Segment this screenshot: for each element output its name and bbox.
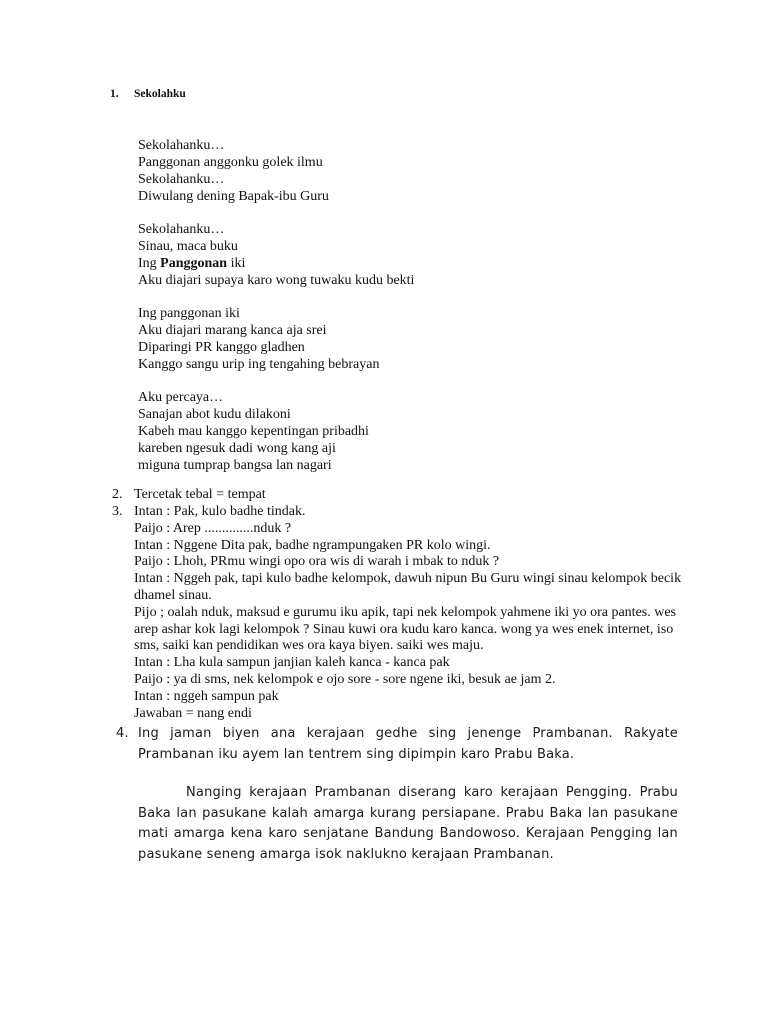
poem-line: Sanajan abot kudu dilakoni <box>138 407 291 422</box>
poem-stanza-2 <box>138 221 414 289</box>
poem-line: kareben ngesuk dadi wong kang aji <box>138 441 336 456</box>
section-1-number: 1. <box>110 88 119 100</box>
answer-line: Jawaban = nang endi <box>134 705 252 721</box>
section-2-text: Tercetak tebal = tempat <box>134 487 266 502</box>
dialogue-line: Paijo : Arep ..............nduk ? <box>134 520 292 536</box>
poem-line: Sekolahanku… <box>138 222 225 237</box>
section-4-paragraph-2: Nanging kerajaan Prambanan diserang karo kerajaan Pengging. Prabu Baka lan pasukane kalah amarga kurang persiapane. Prabu Baka lan pasukane mati amarga kena karo senjatane Bandung Bandowoso. Kerajaan Pengging lan pasukane seneng amarga isok naklukno kerajaan Prambanan. <box>138 785 678 862</box>
bold-suffix: iki <box>227 256 246 271</box>
poem-stanza-4 <box>138 389 414 474</box>
section-3-number: 3. <box>112 504 123 519</box>
poem-line: Aku diajari marang kanca aja srei <box>138 323 327 338</box>
poem-line: Sekolahanku… <box>138 172 225 187</box>
section-4-paragraph-1: Ing jaman biyen ana kerajaan gedhe sing jenenge Prambanan. Rakyate Prambanan iku ayem lan tentrem sing dipimpin karo Prabu Baka. <box>138 726 678 762</box>
section-3-dialogue <box>112 504 694 722</box>
dialogue-line: Pijo ; oalah nduk, maksud e gurumu iku apik, tapi nek kelompok yahmene iki yo ora pantes. wes arep ashar kok lagi kelompok ? Sinau kuwi ora kudu karo kanca. wong ya wes enek internet, iso sms, saiki kan pendidikan wes ora kaya biyen. saiki wes maju. <box>134 604 677 654</box>
section-2 <box>112 487 266 504</box>
dialogue-line: Intan : Lha kula sampun janjian kaleh kanca - kanca pak <box>134 655 450 671</box>
poem-line-with-bold <box>138 255 414 272</box>
dialogue-line: Paijo : Lhoh, PRmu wingi opo ora wis di warah i mbak to nduk ? <box>134 554 500 570</box>
poem-line: Aku diajari supaya karo wong tuwaku kudu bekti <box>138 273 415 288</box>
dialogue-line: Intan : Nggeh pak, tapi kulo badhe kelompok, dawuh nipun Bu Guru wingi sinau kelompok becik dhamel sinau. <box>134 571 682 603</box>
poem-line: Aku percaya… <box>138 390 224 405</box>
section-2-number: 2. <box>112 487 123 502</box>
poem-stanza-1 <box>138 137 414 205</box>
dialogue-line: Intan : nggeh sampun pak <box>134 688 279 704</box>
dialogue-line: Intan : Pak, kulo badhe tindak. <box>134 504 306 519</box>
bold-prefix: Ing <box>138 256 161 271</box>
poem-stanza-3 <box>138 305 414 373</box>
dialogue-line: Paijo : ya di sms, nek kelompok e ojo sore - sore ngene iki, besuk ae jam 2. <box>134 671 556 687</box>
poem-line: miguna tumprap bangsa lan nagari <box>138 458 332 473</box>
poem-line: Diparingi PR kanggo gladhen <box>138 340 305 355</box>
poem-line: Ing panggonan iki <box>138 306 240 321</box>
poem-line: Panggonan anggonku golek ilmu <box>138 155 323 170</box>
poem-line: Sinau, maca buku <box>138 239 238 254</box>
section-1-title: Sekolahku <box>134 88 186 100</box>
poem-line: Kabeh mau kanggo kepentingan pribadhi <box>138 424 369 439</box>
section-1-heading <box>110 88 186 100</box>
section-4-handwritten <box>116 724 678 865</box>
poem <box>138 137 414 490</box>
poem-line: Diwulang dening Bapak-ibu Guru <box>138 189 329 204</box>
dialogue-line: Intan : Nggene Dita pak, badhe ngrampungaken PR kolo wingi. <box>134 537 491 553</box>
bold-word-panggonan: Panggonan <box>160 256 228 271</box>
poem-line: Sekolahanku… <box>138 138 225 153</box>
section-4-number: 4. <box>116 726 129 741</box>
poem-line: Kanggo sangu urip ing tengahing bebrayan <box>138 357 380 372</box>
